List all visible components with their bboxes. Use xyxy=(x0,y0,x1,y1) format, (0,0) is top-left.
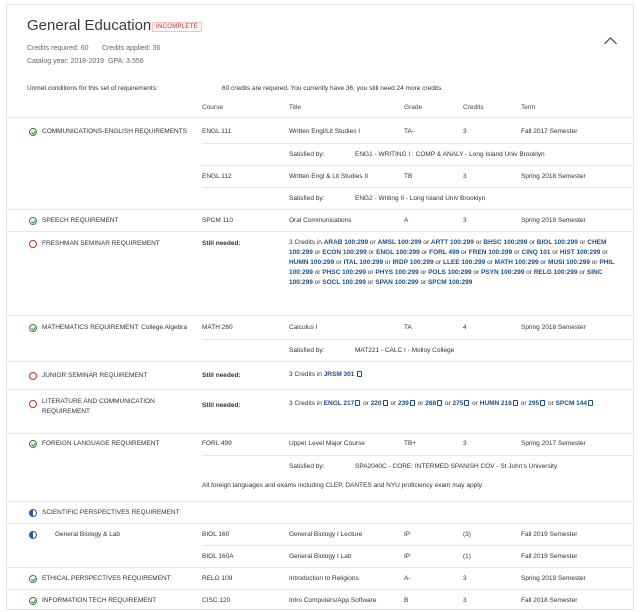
course-code[interactable]: MATH 260 xyxy=(202,324,233,331)
or-connector: or xyxy=(366,249,377,256)
requirement-name: FRESHMAN SEMINAR REQUIREMENT xyxy=(42,240,160,247)
course-title: Written Engl/Lit Studies I xyxy=(289,128,361,135)
or-connector: or xyxy=(368,239,378,246)
course-credits: (3) xyxy=(463,531,471,538)
requirement-row xyxy=(7,523,634,545)
col-grade: Grade xyxy=(404,104,423,111)
course-credits: 3 xyxy=(463,575,467,582)
or-connector: or xyxy=(415,400,426,407)
course-link[interactable]: AMSL 100:299 xyxy=(377,239,422,246)
clipboard-icon[interactable] xyxy=(383,400,388,406)
course-term: Spring 2018 Semester xyxy=(521,173,586,180)
course-link[interactable]: 268 xyxy=(425,400,437,407)
requirement-row xyxy=(7,589,634,610)
course-code[interactable]: BIOL 160 xyxy=(202,531,230,538)
course-link[interactable]: CINQ 101 xyxy=(521,249,551,256)
course-link[interactable]: FORL 499 xyxy=(429,249,460,256)
satisfied-by-value: MAT221 - CALC I - Molloy College xyxy=(355,347,455,354)
course-title: Intro Computers/App Software xyxy=(289,597,377,604)
or-connector: or xyxy=(418,279,428,286)
course-title: Calculus I xyxy=(289,324,318,331)
course-grade: TB xyxy=(404,173,413,180)
requirement-name: ETHICAL PERSPECTIVES REQUIREMENT xyxy=(42,575,171,582)
in-progress-circle-icon xyxy=(29,531,37,539)
course-link[interactable]: MUSI 100:299 xyxy=(548,259,590,266)
unmet-conditions-label: Unmet conditions for this set of requirements: xyxy=(27,85,158,92)
or-connector: or xyxy=(388,400,398,407)
or-connector: or xyxy=(366,269,376,276)
course-link[interactable]: SPCM 100:299 xyxy=(427,279,473,286)
requirement-name: COMMUNICATIONS-ENGLISH REQUIREMENTS xyxy=(42,128,188,135)
col-course: Course xyxy=(202,104,223,111)
still-needed-list xyxy=(289,370,619,380)
clipboard-icon[interactable] xyxy=(513,400,518,406)
or-connector: or xyxy=(418,269,429,276)
course-link[interactable]: ARAB 100:299 xyxy=(323,239,369,246)
check-circle-icon xyxy=(29,575,37,583)
check-circle-icon xyxy=(29,440,37,448)
course-credits: 3 xyxy=(463,217,467,224)
requirement-row xyxy=(7,567,634,589)
or-connector: or xyxy=(312,279,323,286)
course-grade: TA xyxy=(404,324,412,331)
or-connector: or xyxy=(459,249,469,256)
course-title: Written Engl & Lit Studies II xyxy=(289,173,368,180)
requirement-row xyxy=(7,389,634,433)
clipboard-icon[interactable] xyxy=(410,400,415,406)
clipboard-icon[interactable] xyxy=(588,400,593,406)
course-term: Fall 2019 Semester xyxy=(521,553,578,560)
still-needed-list xyxy=(289,399,619,409)
requirement-name-line2: REQUIREMENT xyxy=(42,408,91,415)
incomplete-circle-icon xyxy=(29,240,37,248)
col-term: Term xyxy=(521,104,536,111)
course-link[interactable]: SINC 100:299 xyxy=(289,269,603,286)
course-link[interactable]: ENGL 100:299 xyxy=(376,249,420,256)
still-needed-label: Still needed: xyxy=(202,240,241,247)
course-term: Fall 2019 Semester xyxy=(521,531,578,538)
course-title: Upper Level Major Course xyxy=(289,440,365,447)
course-row xyxy=(202,545,634,567)
course-link[interactable]: LLEE 100:299 xyxy=(442,259,486,266)
requirement-row xyxy=(7,117,634,143)
course-link[interactable]: ECON 100:299 xyxy=(322,249,367,256)
course-link[interactable]: SPCM 144 xyxy=(555,400,588,407)
course-link[interactable]: 275 xyxy=(452,400,464,407)
unmet-conditions-message: 60 credits are required. You currently have 36, you still need 24 more credits. xyxy=(222,85,444,92)
or-connector: or xyxy=(589,259,600,266)
or-connector: or xyxy=(524,269,534,276)
course-link[interactable]: ARTT 100:299 xyxy=(430,239,474,246)
or-connector: or xyxy=(538,259,549,266)
gpa: GPA: 3.556 xyxy=(108,58,144,65)
check-circle-icon xyxy=(29,597,37,605)
or-connector: or xyxy=(473,239,484,246)
course-code[interactable]: ENGL 112 xyxy=(202,173,232,180)
or-connector: or xyxy=(312,269,323,276)
course-grade: IP xyxy=(404,553,411,560)
course-link[interactable]: HUMN 100:299 xyxy=(289,259,335,266)
course-title: Introduction to Religions xyxy=(289,575,359,582)
course-code[interactable]: SPCM 110 xyxy=(202,217,233,224)
course-credits: 3 xyxy=(463,597,467,604)
or-connector: or xyxy=(577,239,588,246)
or-connector: or xyxy=(383,259,393,266)
course-link[interactable]: FREN 100:299 xyxy=(468,249,513,256)
check-circle-icon xyxy=(29,128,37,136)
course-term: Spring 2017 Semester xyxy=(521,440,586,447)
satisfied-by-label: Satisfied by: xyxy=(289,151,325,158)
course-row xyxy=(202,165,634,187)
course-link[interactable]: POLS 100:299 xyxy=(428,269,472,276)
course-link[interactable]: PHYS 100:299 xyxy=(375,269,419,276)
satisfied-row xyxy=(202,187,634,209)
credits-required: Credits required: 60 xyxy=(27,45,89,52)
still-needed-label: Still needed: xyxy=(202,402,241,409)
satisfied-by-value: ENG1 - WRITING I : COMP & ANALY - Long Island Univ Brooklyn xyxy=(355,151,545,158)
satisfied-by-label: Satisfied by: xyxy=(289,347,325,354)
course-code[interactable]: FORL 499 xyxy=(202,440,232,447)
course-link[interactable]: 295 xyxy=(528,400,540,407)
course-link[interactable]: 220 xyxy=(370,400,382,407)
or-connector: or xyxy=(470,400,480,407)
satisfied-by-label: Satisfied by: xyxy=(289,463,325,470)
status-badge: INCOMPLETE xyxy=(152,22,202,32)
course-link[interactable]: IRDP 100:299 xyxy=(392,259,434,266)
course-link[interactable]: BIOL 100:299 xyxy=(536,239,578,246)
page-title: General Education xyxy=(27,17,152,34)
course-grade: A- xyxy=(404,575,411,582)
course-credits: (1) xyxy=(463,553,471,560)
satisfied-row xyxy=(202,339,634,361)
course-link[interactable]: ITAL 100:299 xyxy=(343,259,384,266)
note-row xyxy=(7,477,634,497)
course-credits: 3 xyxy=(463,128,467,135)
requirement-row xyxy=(7,433,634,455)
clipboard-icon[interactable] xyxy=(357,371,362,377)
course-link[interactable]: RELG 100:299 xyxy=(533,269,578,276)
satisfied-by-value: SPA2040C - CORE: INTERMED SPANISH COV - St John's University xyxy=(355,463,558,470)
or-connector: or xyxy=(518,400,529,407)
course-grade: A xyxy=(404,217,409,224)
course-link[interactable]: PHIL 100:299 xyxy=(289,259,615,276)
course-link[interactable]: SPAN 100:299 xyxy=(375,279,419,286)
course-link[interactable]: JRSM 301 xyxy=(323,371,355,378)
course-link[interactable]: PHSC 100:299 xyxy=(322,269,366,276)
or-connector: or xyxy=(419,249,430,256)
or-connector: or xyxy=(443,400,453,407)
general-education-card xyxy=(6,4,634,610)
course-grade: TB+ xyxy=(404,440,417,447)
course-term: Fall 2017 Semester xyxy=(521,128,578,135)
satisfied-row xyxy=(202,143,634,165)
check-circle-icon xyxy=(29,217,37,225)
requirement-row xyxy=(7,315,634,339)
course-link[interactable]: 239 xyxy=(397,400,409,407)
col-credits: Credits xyxy=(463,104,484,111)
still-needed-label: Still needed: xyxy=(202,372,241,379)
or-connector: or xyxy=(485,259,495,266)
needed-prefix: 3 Credits in xyxy=(289,371,322,378)
or-connector: or xyxy=(334,259,344,266)
or-connector: or xyxy=(600,249,608,256)
catalog-year: Catalog year: 2018-2019 xyxy=(27,58,105,65)
course-link[interactable]: CHEM 100:299 xyxy=(289,239,607,256)
or-connector: or xyxy=(361,400,371,407)
satisfied-by-value: ENG2 - Writing II - Long Island Univ Brooklyn xyxy=(355,195,486,202)
requirement-name: SCIENTIFIC PERSPECTIVES REQUIREMENT xyxy=(42,509,180,516)
credits-applied: Credits applied: 36 xyxy=(102,45,161,52)
satisfied-by-label: Satisfied by: xyxy=(289,195,325,202)
course-code[interactable]: ENGL 111 xyxy=(202,128,232,135)
subrequirement-name: General Biology & Lab xyxy=(55,531,121,538)
or-connector: or xyxy=(512,249,522,256)
incomplete-circle-icon xyxy=(29,372,37,380)
course-link[interactable]: MATH 100:299 xyxy=(494,259,539,266)
requirement-name: INFORMATION TECH REQUIREMENT xyxy=(42,597,157,604)
or-connector: or xyxy=(365,279,376,286)
course-credits: 4 xyxy=(463,324,467,331)
or-connector: or xyxy=(471,269,481,276)
needed-prefix: 3 Credits in xyxy=(289,400,324,407)
requirement-row xyxy=(7,231,634,315)
still-needed-list xyxy=(289,238,619,288)
incomplete-circle-icon xyxy=(29,400,37,408)
needed-prefix: 3 Credits in xyxy=(289,239,324,246)
satisfied-row xyxy=(202,455,634,477)
course-link[interactable]: HUMN 216 xyxy=(479,400,512,407)
clipboard-icon[interactable] xyxy=(437,400,442,406)
requirement-row xyxy=(7,501,634,523)
course-term: Spring 2019 Semester xyxy=(521,575,586,582)
course-code[interactable]: BIOL 160A xyxy=(202,553,234,560)
requirement-note: All foreign languages and exams including CLEP, DANTES and NYU proficiency exam may apply. xyxy=(202,482,484,489)
or-connector: or xyxy=(577,269,587,276)
course-term: Spring 2018 Semester xyxy=(521,324,586,331)
requirement-name: SPEECH REQUIREMENT xyxy=(42,217,119,224)
or-connector: or xyxy=(527,239,537,246)
course-title: General Biology I Lab xyxy=(289,553,352,560)
requirement-name-line1: LITERATURE AND COMMUNICATION xyxy=(42,398,155,405)
course-link[interactable]: SOCL 100:299 xyxy=(322,279,366,286)
or-connector: or xyxy=(312,249,323,256)
requirement-name: FOREIGN LANGUAGE REQUIREMENT xyxy=(42,440,160,447)
col-title: Title xyxy=(289,104,302,111)
course-grade: IP xyxy=(404,531,411,538)
course-link[interactable]: PSYN 100:299 xyxy=(480,269,525,276)
course-link[interactable]: HIST 100:299 xyxy=(559,249,601,256)
course-link[interactable]: ENGL 217 xyxy=(323,400,355,407)
collapse-chevron-icon[interactable] xyxy=(604,37,617,50)
course-code[interactable]: RELG 109 xyxy=(202,575,233,582)
clipboard-icon[interactable] xyxy=(355,400,360,406)
requirement-name: JUNIOR SEMINAR REQUIREMENT xyxy=(42,372,148,379)
requirement-name: MATHEMATICS REQUIREMENT: College Algebra xyxy=(42,324,187,331)
or-connector: or xyxy=(546,400,556,407)
course-grade: B xyxy=(404,597,409,604)
course-title: Oral Communications xyxy=(289,217,352,224)
course-term: Fall 2018 Semester xyxy=(521,597,578,604)
or-connector: or xyxy=(550,249,560,256)
clipboard-icon[interactable] xyxy=(540,400,545,406)
course-credits: 3 xyxy=(463,440,467,447)
course-grade: TA- xyxy=(404,128,414,135)
check-circle-icon xyxy=(29,324,37,332)
course-term: Spring 2019 Semester xyxy=(521,217,586,224)
in-progress-circle-icon xyxy=(29,509,37,517)
course-credits: 3 xyxy=(463,173,467,180)
or-connector: or xyxy=(421,239,431,246)
requirement-row xyxy=(7,361,634,389)
course-title: General Biology I Lecture xyxy=(289,531,363,538)
or-connector: or xyxy=(433,259,443,266)
course-code[interactable]: CISC 120 xyxy=(202,597,231,604)
course-link[interactable]: BHSC 100:299 xyxy=(483,239,528,246)
clipboard-icon[interactable] xyxy=(464,400,469,406)
requirement-row xyxy=(7,209,634,231)
